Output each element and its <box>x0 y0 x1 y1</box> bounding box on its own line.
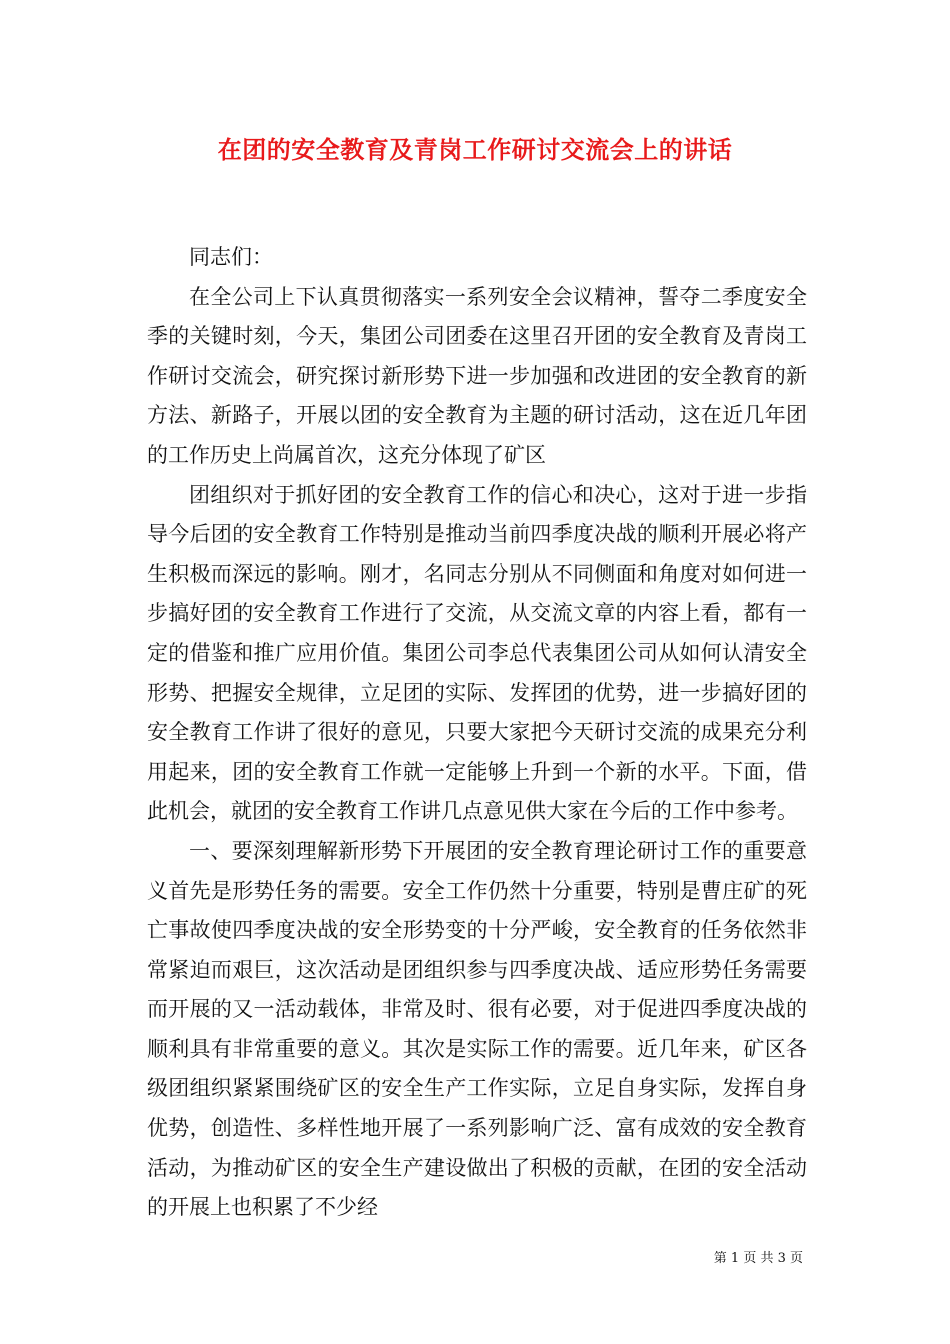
paragraph-1: 在全公司上下认真贯彻落实一系列安全会议精神，誓夺二季度安全季的关键时刻，今天，集团公司团委在这里召开团的安全教育及青岗工作研讨交流会，研究探讨新形势下进一步加强和改进团的安全教育的新方法、新路子，开展以团的安全教育为主题的研讨活动，这在近几年团的工作历史上尚属首次，这充分体现了矿区 <box>147 284 807 467</box>
document-body <box>147 238 807 1228</box>
document-title: 在团的安全教育及青岗工作研讨交流会上的讲话 <box>217 135 733 164</box>
paragraph-3: 一、要深刻理解新形势下开展团的安全教育理论研讨工作的重要意义首先是形势任务的需要。安全工作仍然十分重要，特别是曹庄矿的死亡事故使四季度决战的安全形势变的十分严峻，安全教育的任务依然非常紧迫而艰巨，这次活动是团组织参与四季度决战、适应形势任务需要而开展的又一活动载体，非常及时、很有必要，对于促进四季度决战的顺利具有非常重要的意义。其次是实际工作的需要。近几年来，矿区各级团组织紧紧围绕矿区的安全生产工作实际，立足自身实际，发挥自身优势，创造性、多样性地开展了一系列影响广泛、富有成效的安全教育活动，为推动矿区的安全生产建设做出了积极的贡献，在团的安全活动的开展上也积累了不少经 <box>147 838 807 1220</box>
paragraph-2: 团组织对于抓好团的安全教育工作的信心和决心，这对于进一步指导今后团的安全教育工作特别是推动当前四季度决战的顺利开展必将产生积极而深远的影响。刚才，名同志分别从不同侧面和角度对如何进一步搞好团的安全教育工作进行了交流，从交流文章的内容上看，都有一定的借鉴和推广应用价值。集团公司李总代表集团公司从如何认清安全形势、把握安全规律，立足团的实际、发挥团的优势，进一步搞好团的安全教育工作讲了很好的意见，只要大家把今天研讨交流的成果充分利用起来，团的安全教育工作就一定能够上升到一个新的水平。下面，借此机会，就团的安全教育工作讲几点意见供大家在今后的工作中参考。 <box>147 482 807 824</box>
page-number: 第 1 页 共 3 页 <box>713 1251 803 1266</box>
salutation: 同志们： <box>189 245 273 269</box>
